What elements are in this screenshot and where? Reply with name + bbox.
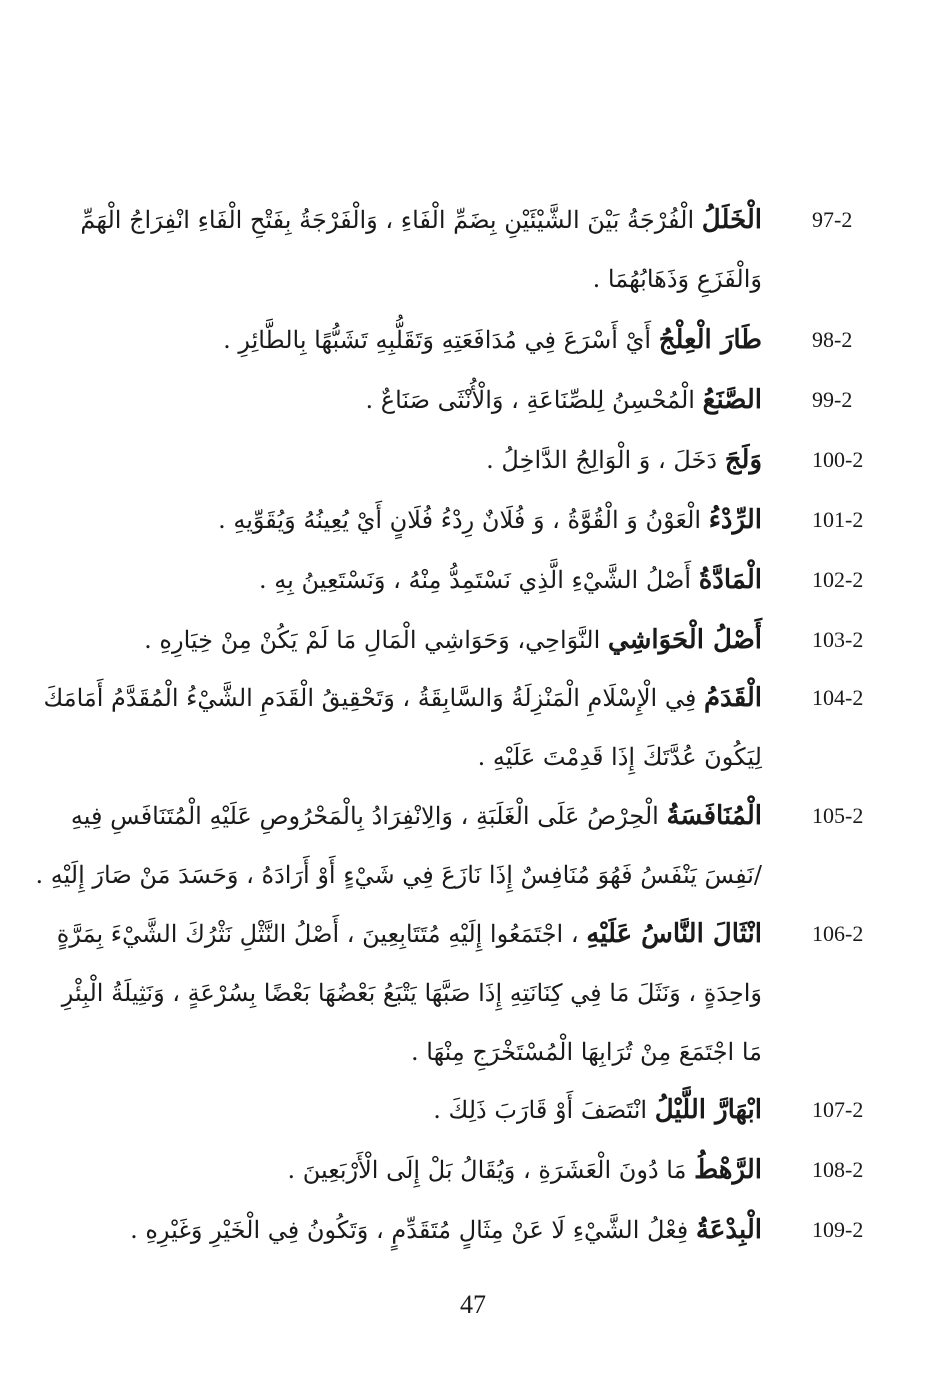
entry-text: /نَفِسَ يَنْفَسُ فَهُوَ مُنَافِسٌ إِذَا نَازَعَ فِي شَيْءٍ أَوْ أَرَادَهُ ، وَحَسَدَ مَنْ صَارَ إِلَيْهِ . (35, 861, 762, 889)
entry-line (130, 1210, 762, 1250)
entry-line (433, 1090, 762, 1130)
entry-line (486, 440, 762, 480)
entry-term: ابْهَارَّ اللَّيْلُ (654, 1095, 762, 1125)
entry-text: لِيَكُونَ عُدَّتَكَ إِذَا قَدِمْتَ عَلَيْهِ . (477, 743, 762, 771)
entry-text: الْمُحْسِنُ لِلصِّنَاعَةِ ، وَالْأُنْثَى صَنَاعٌ . (365, 386, 695, 414)
entry-line (144, 620, 762, 660)
entry-term: الْبِدْعَةُ (695, 1215, 762, 1245)
entry-text: وَاحِدَةٍ ، وَنَثَلَ مَا فِي كِنَانَتِهِ إِذَا صَبَّهَا يَتْبَعُ بَعْضُهَا بَعْضًا بِسُرْعَةٍ ، وَنَثِيلَةُ الْبِئْرِ (61, 979, 762, 1007)
entry-line (411, 1032, 762, 1072)
entry-term: الْقَدَمُ (703, 683, 762, 713)
entry-text: أَصْلُ الشَّيْءِ الَّذِي نَسْتَمِدُّ مِنْهُ ، وَنَسْتَعِينُ بِهِ . (259, 566, 692, 594)
entry-number: 107-2 (812, 1097, 864, 1122)
entry-line (43, 678, 762, 718)
entry-term: الصَّنَعُ (702, 385, 762, 415)
entry-number: 104-2 (812, 685, 864, 710)
entry-term: وَلَجَ (724, 445, 762, 475)
entry-number: 106-2 (812, 921, 864, 946)
entry-term: طَارَ الْعِلْجُ (658, 325, 762, 355)
entry-number: 97-2 (812, 207, 853, 232)
entry-number: 100-2 (812, 447, 864, 472)
entry-number: 102-2 (812, 567, 864, 592)
entry-text: دَخَلَ ، وَ الْوَالِجُ الدَّاخِلُ . (486, 446, 718, 474)
entry-text: وَالْفَزَعِ وَذَهَابُهُمَا . (592, 265, 762, 293)
entry-term: انْثَالَ النَّاسُ عَلَيْهِ (586, 919, 762, 949)
entry-line (61, 973, 762, 1013)
entry-text: الْعَوْنُ وَ الْقُوَّةُ ، وَ فُلَانٌ رِدْءُ فُلَانٍ أَيْ يُعِينُهُ وَيُقَوِّيهِ . (218, 506, 702, 534)
entry-line (35, 855, 762, 895)
entry-text: الْفُرْجَةُ بَيْنَ الشَّيْئَيْنِ بِضَمِّ الْفَاءِ ، وَالْفَرْجَةُ بِفَتْحِ الْفَاءِ انْفِرَاجُ الْهَمِّ (80, 206, 695, 234)
entry-text: مَا اجْتَمَعَ مِنْ تُرَابِهَا الْمُسْتَخْرَجِ مِنْهَا . (411, 1038, 762, 1066)
entry-term: الْمُنَافَسَةُ (666, 801, 762, 831)
entry-term: أَصْلُ الْحَوَاشِي (607, 625, 762, 655)
entry-line (223, 320, 762, 360)
entry-text: النَّوَاحِي، وَحَوَاشِي الْمَالِ مَا لَمْ يَكُنْ مِنْ خِيَارِهِ . (144, 626, 601, 654)
entry-line (287, 1150, 762, 1190)
entry-text: الْحِرْصُ عَلَى الْغَلَبَةِ ، وَالِانْفِرَادُ بِالْمَحْرُوصِ عَلَيْهِ الْمُتَنَافَسِ فِيهِ (70, 802, 659, 830)
entry-line (478, 737, 762, 777)
entry-line (218, 500, 762, 540)
entry-number: 108-2 (812, 1157, 864, 1182)
entry-term: الْمَادَّةُ (698, 565, 762, 595)
entry-term: الرَّهْطُ (694, 1155, 762, 1185)
entry-line (365, 380, 762, 420)
entry-text: انْتَصَفَ أَوْ قَارَبَ ذَلِكَ . (433, 1096, 648, 1124)
entry-text: فِي الْإِسْلَامِ الْمَنْزِلَةُ وَالسَّابِقَةُ ، وَتَحْقِيقُ الْقَدَمِ الشَّيْءُ الْمُقَدَّمُ أَمَامَكَ (43, 684, 697, 712)
entry-number: 109-2 (812, 1217, 864, 1242)
entry-text: أَيْ أَسْرَعَ فِي مُدَافَعَتِهِ وَتَقَلُّبِهِ تَشَبُّهًا بِالطَّائِرِ . (223, 326, 652, 354)
entry-line (56, 914, 762, 954)
entry-number: 103-2 (812, 627, 864, 652)
entry-text: ، اجْتَمَعُوا إِلَيْهِ مُتَتَابِعِينَ ، أَصْلُ النَّثْلِ نَثْرُكَ الشَّيْءَ بِمَرَّةٍ (56, 920, 579, 948)
page-number: 47 (460, 1290, 486, 1319)
entry-line (80, 200, 762, 240)
entry-line (259, 560, 762, 600)
entry-line (70, 796, 762, 836)
entry-number: 105-2 (812, 803, 864, 828)
entry-number: 101-2 (812, 507, 864, 532)
entry-number: 99-2 (812, 387, 853, 412)
entry-number: 98-2 (812, 327, 853, 352)
entry-term: الْخَلَلُ (701, 205, 762, 235)
entry-text: فِعْلُ الشَّيْءِ لَا عَنْ مِثَالٍ مُتَقَدِّمٍ ، وَتَكُونُ فِي الْخَيْرِ وَغَيْرِهِ . (130, 1216, 689, 1244)
entry-term: الرِّدْءُ (708, 505, 762, 535)
entry-line (593, 259, 762, 299)
entry-text: مَا دُونَ الْعَشَرَةِ ، وَيُقَالُ بَلْ إِلَى الْأَرْبَعِينَ . (287, 1156, 687, 1184)
